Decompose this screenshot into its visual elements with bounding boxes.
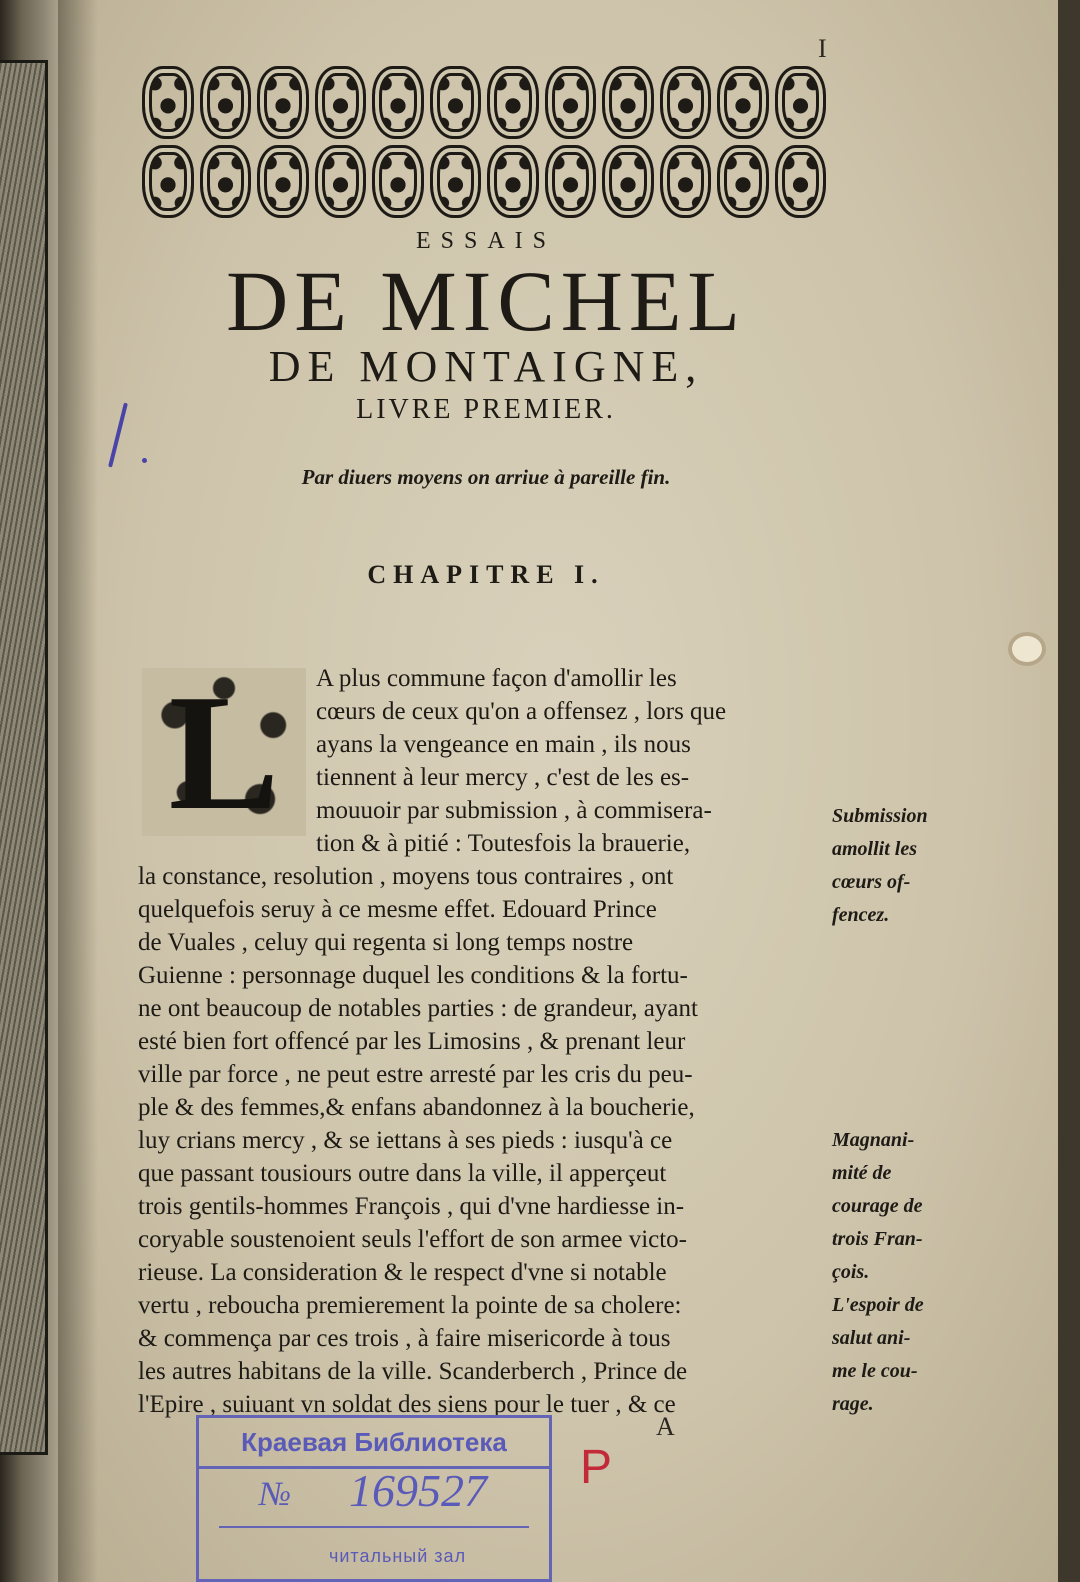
body-line: ple & des femmes,& enfans abandonnez à la boucherie, <box>138 1094 695 1121</box>
title-livre: LIVRE PREMIER. <box>356 394 616 425</box>
body-line: ayans la vengeance en main , ils nous <box>316 731 691 758</box>
margin-note: rage. <box>832 1393 874 1415</box>
page-gutter-shadow <box>58 0 98 1582</box>
ink-annotation-dot <box>142 458 147 463</box>
stamp-divider <box>219 1526 529 1528</box>
ornament-cell <box>545 145 597 218</box>
ornamental-headpiece <box>138 62 830 222</box>
margin-note: Submission <box>832 805 928 827</box>
title-main: DE MICHEL <box>226 253 746 349</box>
body-line: trois gentils-hommes François , qui d'vne hardiesse in- <box>138 1193 685 1220</box>
title-essais: ESSAIS <box>415 228 557 254</box>
ornament-cell <box>487 66 539 139</box>
ornament-cell <box>487 145 539 218</box>
body-line: de Vuales , celuy qui regenta si long temps nostre <box>138 929 634 956</box>
ornament-cell <box>315 66 367 139</box>
margin-note: trois Fran- <box>832 1228 923 1250</box>
body-line: A plus commune façon d'amollir les <box>316 665 677 692</box>
body-line: cœurs de ceux qu'on a offensez , lors que <box>316 698 727 725</box>
ornament-cell <box>315 145 367 218</box>
chapter-number: CHAPITRE I. <box>367 560 605 589</box>
margin-note: courage de <box>832 1195 923 1217</box>
stamp-library-name: Краевая Библиотека <box>199 1418 549 1469</box>
ornament-cell <box>545 66 597 139</box>
signature-mark: A <box>656 1412 675 1441</box>
library-stamp <box>196 1415 552 1582</box>
ornament-cell <box>717 145 769 218</box>
margin-note: L'espoir de <box>832 1294 924 1316</box>
ornament-cell <box>775 145 827 218</box>
body-line: ne ont beaucoup de notables parties : de grandeur, ayant <box>138 995 698 1022</box>
red-handwritten-mark: P <box>580 1441 613 1494</box>
ornament-cell <box>372 66 424 139</box>
body-line: tion & à pitié : Toutesfois la brauerie, <box>316 830 691 857</box>
title-author: DE MONTAIGNE, <box>268 342 704 391</box>
ornament-cell <box>602 66 654 139</box>
ornament-cell <box>142 66 194 139</box>
body-line: que passant tousiours outre dans la ville, il apperçeut <box>138 1160 667 1187</box>
ornament-cell <box>372 145 424 218</box>
body-line: Guienne : personnage duquel les conditions & la fortu- <box>138 962 688 989</box>
decorated-initial <box>142 660 306 844</box>
ornament-cell <box>602 145 654 218</box>
ornament-cell <box>257 66 309 139</box>
body-line: mouuoir par submission , à commisera- <box>316 797 712 824</box>
title-block <box>130 226 842 430</box>
page-number: I <box>818 34 827 63</box>
body-line: ville par force , ne peut estre arresté par les cris du peu- <box>138 1061 693 1088</box>
stamp-inventory-number: 169527 <box>349 1465 487 1516</box>
ornament-cell <box>775 66 827 139</box>
margin-note: fencez. <box>832 904 890 926</box>
left-page-engraving-frame <box>0 60 48 1455</box>
margin-note: amollit les <box>832 838 917 860</box>
body-line: rieuse. La consideration & le respect d'vne si notable <box>138 1259 667 1286</box>
body-line: l'Epire , suiuant vn soldat des siens pour le tuer , & ce <box>138 1391 676 1418</box>
body-line: les autres habitans de la ville. Scanderberch , Prince de <box>138 1358 688 1385</box>
ornament-cell <box>660 66 712 139</box>
margin-note: çois. <box>832 1261 870 1283</box>
ornament-cell <box>200 145 252 218</box>
margin-note: Magnani- <box>832 1129 915 1151</box>
ornament-cell <box>200 66 252 139</box>
ornament-cell <box>660 145 712 218</box>
paper-stain <box>1008 632 1046 666</box>
body-line: quelquefois seruy à ce mesme effet. Edouard Prince <box>138 896 657 923</box>
body-line: esté bien fort offencé par les Limosins , & prenant leur <box>138 1028 686 1055</box>
ornament-cell <box>430 145 482 218</box>
margin-note: mité de <box>832 1162 892 1184</box>
body-line: luy crians mercy , & se iettans à ses pieds : iusqu'à ce <box>138 1127 673 1154</box>
drop-cap-letter: L <box>168 660 280 844</box>
margin-note: salut ani- <box>832 1327 911 1349</box>
body-line: la constance, resolution , moyens tous contraires , ont <box>138 863 674 890</box>
margin-note: me le cou- <box>832 1360 918 1382</box>
body-line: vertu , reboucha premierement la pointe de sa cholere: <box>138 1292 682 1319</box>
body-line: tiennent à leur mercy , c'est de les es- <box>316 764 690 791</box>
stamp-number-sign: № <box>259 1476 292 1513</box>
margin-note: cœurs of- <box>832 871 911 893</box>
stamp-bottom-text: читальный зал <box>329 1546 467 1566</box>
ornament-cell <box>430 66 482 139</box>
ornament-cell <box>257 145 309 218</box>
ornament-cell <box>142 145 194 218</box>
body-line: coryable soustenoient seuls l'effort de son armee victo- <box>138 1226 688 1253</box>
chapter-heading: Par diuers moyens on arriue à pareille fin. <box>301 465 671 489</box>
body-line: & commença par ces trois , à faire misericorde à tous <box>138 1325 671 1352</box>
ornament-cell <box>717 66 769 139</box>
